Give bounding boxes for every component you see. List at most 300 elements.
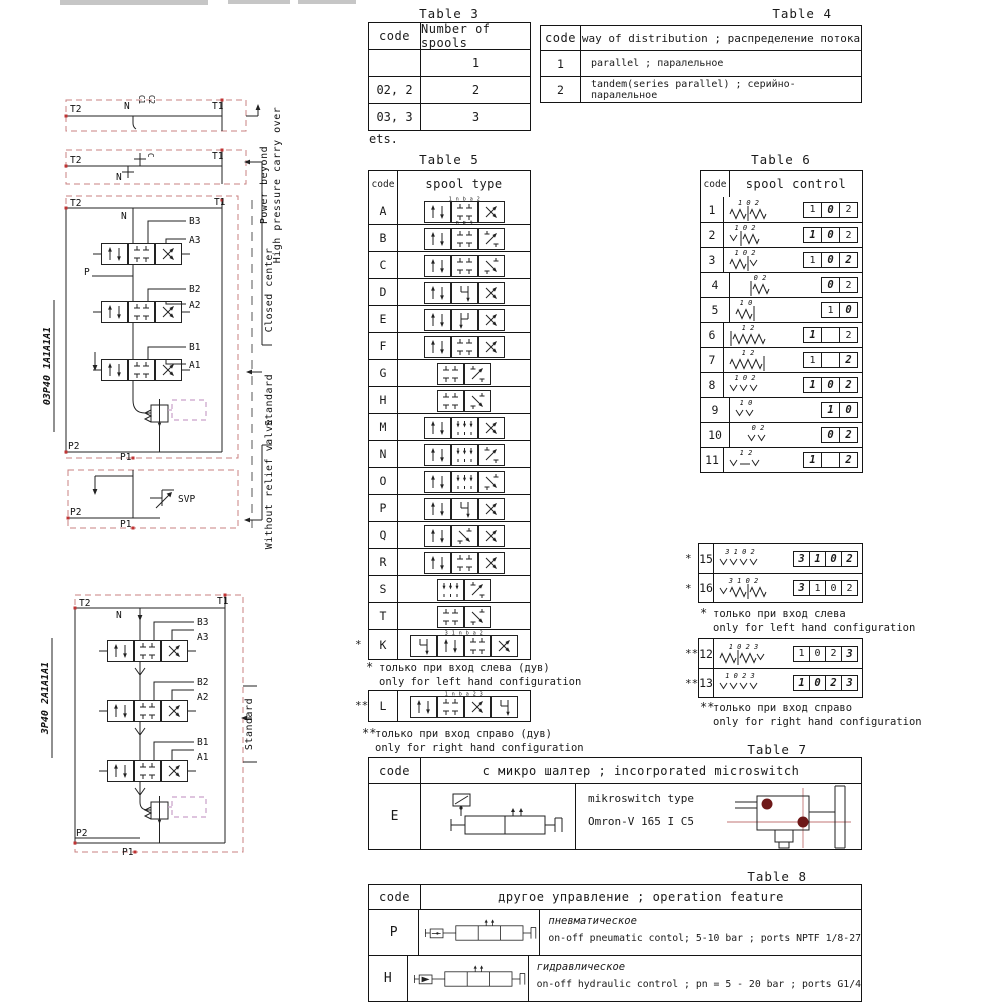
control-symbol [726,347,804,373]
control-symbol [716,546,794,572]
position-box: 1 [803,352,822,368]
table8-title: Table 8 [747,869,807,884]
table8-row-p [369,909,861,955]
position-box: 3 [841,675,858,691]
d3-p-label: P [84,267,90,278]
note-ru: только при вход справо [713,702,853,714]
d3-p1-label: P1 [120,452,132,463]
control-symbol [726,247,804,273]
cell-code: M [369,414,398,440]
control-symbol [732,272,810,298]
table8 [368,884,862,1002]
cell-symbol [398,387,530,413]
cell-control [730,423,862,447]
position-box: 1 [809,551,826,567]
control-symbol [716,641,794,667]
d5-p1-label: P1 [122,847,134,858]
table5 [355,170,531,660]
position-box: 1 [793,675,810,691]
valve-symbols [93,244,209,844]
spool-control-row-9 [701,397,862,422]
diagram2-pipes [66,150,272,345]
cell-code: 13 [699,669,714,697]
microswitch-model: Omron-V 165 I C5 [588,815,694,828]
d1-n-label: N [124,101,130,112]
d5-b2-label: B2 [197,677,209,688]
operation-ru: пневматическое [548,915,637,927]
svg-text:1 2: 1 2 [739,449,753,457]
diagram1-pipes [66,100,260,131]
cell-control [714,544,862,573]
microswitch-valve-icon [423,788,573,846]
spool-type-row-L [355,691,530,721]
position-boxes [794,551,858,567]
position-box: 0 [821,202,840,218]
d4-svp-label: SVP [178,494,196,505]
table7-header-row [369,758,861,783]
note-mark: ** [700,700,715,714]
cell-code: R [369,549,398,575]
spool-type-row-D [369,278,530,305]
position-boxes [822,402,858,418]
position-box [821,452,840,468]
position-box: 2 [839,352,858,368]
position-box: 1 [803,202,822,218]
table6 [700,170,863,473]
position-box: 0 [821,227,840,243]
spool-type-row-A [369,197,530,224]
table-row [369,76,530,103]
cell-control [714,669,862,697]
position-box: 3 [841,646,858,662]
cell-code: C [369,252,398,278]
cell-code: L [369,691,398,721]
d3-a1-label: A1 [189,360,201,371]
diagram4-pipes [68,470,174,518]
table5-body [355,196,530,659]
cell-code: E [369,784,421,849]
svg-text:1 n b a 2 3: 1 n b a 2 3 [444,691,484,698]
table6-title: Table 6 [751,152,811,167]
cell-code: H [369,387,398,413]
cell-symbol [398,279,530,305]
position-boxes [794,580,858,596]
position-box: 3 [793,580,810,596]
d5-b3-label: B3 [197,617,209,628]
position-box: 2 [825,675,842,691]
cell-code: E [369,306,398,332]
position-box: 0 [825,551,842,567]
position-boxes [804,452,858,468]
table8-row-h [369,955,861,1001]
operation-ru: гидравлическое [536,961,626,973]
d3-a3-label: A3 [189,235,201,246]
position-boxes [794,646,858,662]
cell-code: F [369,333,398,359]
svg-text:n p t: n p t [455,219,473,226]
position-box: 2 [839,202,858,218]
spool-type-row-N [369,440,530,467]
cell-code: K [369,630,398,659]
cell-code: N [369,441,398,467]
spool-control-row-16 [685,573,862,602]
spool-symbol [410,692,518,720]
cell-control [714,639,862,668]
cell-symbol [398,306,530,332]
model-label-3p40 [40,638,52,758]
operation-en: on-off hydraulic control ; pn = 5 - 20 bar ; ports G1/4 [536,979,861,990]
footnote-mark: * [355,638,362,651]
cell-code: 2 [701,223,724,247]
d3-n-label: N [121,211,127,222]
spool-type-row-M [369,413,530,440]
control-symbol [726,372,804,398]
d2-t2-label: T2 [70,155,82,166]
table7-row-e [369,783,861,849]
table7-header-code: code [369,758,421,783]
cell-control [724,373,862,397]
cell-code: H [369,956,408,1001]
spool-symbol [424,521,505,549]
position-box: 2 [839,327,858,343]
spool-control-row-13 [685,668,862,697]
spool-control-row-11 [701,447,862,472]
spool-symbol [424,548,505,576]
spool-symbol [424,467,505,495]
cell-control [724,197,862,222]
cell-code: B [369,225,398,251]
caption-standard: Standard [264,373,275,427]
position-box: 2 [839,427,858,443]
cell-control [724,348,862,372]
table3 [368,22,531,131]
cell-symbol [398,522,530,548]
spool-control-row-1 [701,197,862,222]
table6-extra-left [685,543,863,603]
cell-control [724,448,862,472]
cell-code: 16 [699,574,714,602]
pneumatic-info-cell [540,910,861,955]
cell-code: D [369,279,398,305]
position-box: 0 [809,646,826,662]
cell-control [730,298,862,322]
cell-code: A [369,197,398,224]
svg-text:0 2: 0 2 [751,424,765,432]
d1-t1-label: T1 [212,101,224,112]
cell-code: T [369,603,398,629]
svg-text:1 0 2 3: 1 0 2 3 [728,642,759,651]
table8-header-row [369,885,861,909]
position-box: 2 [841,580,858,596]
position-box: 3 [793,551,810,567]
position-box: 0 [821,252,840,268]
spool-type-row-O [369,467,530,494]
hydraulic-schematics [0,0,340,1000]
table4-header-code: code [541,26,581,50]
table8-header-label: другое управление ; operation feature [498,890,784,904]
cell-symbol [398,691,530,721]
cell-code: 3 [701,248,724,272]
spool-type-row-H [369,386,530,413]
spool-symbol [424,413,505,441]
d5-t2-label: T2 [79,598,91,609]
note-ru: только при вход слева (дув) [379,662,550,674]
cell-symbol [398,468,530,494]
d5-t1-label: T1 [217,596,229,607]
spool-type-row-C [369,251,530,278]
table4-header-way: way of distribution ; распределение потока [581,31,861,45]
svg-text:0 2: 0 2 [753,274,767,282]
cell-symbol [398,225,530,251]
spool-control-row-12 [685,639,862,668]
svg-text:3 1 0 2: 3 1 0 2 [725,547,755,556]
control-symbol [732,297,810,323]
position-boxes [822,277,858,293]
cell-code: 7 [701,348,724,372]
cell-code: 5 [701,298,730,322]
footnote-mark: ** [355,699,369,712]
table3-header-spools: Number of spools [421,22,491,50]
table5-header-type: spool type [425,177,503,191]
d3-p2-label: P2 [68,441,80,452]
cell-control [714,574,862,602]
table3-header-code: code [369,23,421,49]
table-row [541,50,861,76]
position-box: 1 [803,327,822,343]
spool-symbol [424,197,505,225]
spool-symbol [424,251,505,279]
position-boxes [804,202,858,218]
caption-standard2: Standard [244,697,255,751]
cell-code: 11 [701,448,724,472]
table5-header-code: code [369,171,398,197]
cell-symbol [398,495,530,521]
footnote-mark: ** [685,647,699,660]
table3-title: Table 3 [419,6,479,21]
note-ru: только при вход слева [713,608,846,620]
note-en: only for left hand configuration [713,622,916,634]
position-box: 2 [839,452,858,468]
svg-text:1 0: 1 0 [739,399,753,407]
table6-body [701,197,862,472]
d4-p2-label: P2 [70,507,82,518]
table8-header-code: code [369,885,421,909]
spool-symbol [424,440,505,468]
svg-text:1 2: 1 2 [741,324,755,332]
cell-code: P [369,495,398,521]
position-boxes [804,327,858,343]
d4-p1-label: P1 [120,519,132,530]
spool-symbol [437,575,491,603]
d2-c-label: C [146,153,155,158]
svg-text:1 n b a 2: 1 n b a 2 [448,196,480,203]
table5-note-left [366,660,581,689]
cell-symbol [398,576,530,602]
table-row [369,49,530,76]
position-box: 1 [793,646,810,662]
without-relief-box [68,470,238,528]
cell-value: 3 [471,110,480,124]
spool-symbol [410,631,518,659]
hydraulic-valve-cell [408,956,529,1001]
cell-symbol [398,414,530,440]
caption-high-pressure: High pressure carry over [272,106,283,264]
d1-c2-label: C2 [147,95,156,105]
table5-header-row [369,171,530,197]
cell-code: S [369,576,398,602]
cell-value: parallel ; паралельное [591,58,724,69]
cell-code: 2 [541,77,581,102]
cell-code: 03, 3 [369,104,421,130]
note-mark: ** [362,726,377,740]
table-row [541,76,861,102]
note-mark: * [700,606,708,620]
position-box: 1 [821,402,840,418]
spool-control-row-6 [701,322,862,347]
d3-t1-label: T1 [214,197,226,208]
note-ru: только при вход справо (дув) [375,728,553,740]
table6-extra1-body [685,544,862,602]
position-box [821,327,840,343]
cell-code: 9 [701,398,730,422]
spool-type-row-P [369,494,530,521]
position-box: 2 [839,277,858,293]
note-en: only for right hand configuration [713,716,922,728]
d5-n-label: N [116,610,122,621]
standard-circuit-box [66,196,238,458]
spool-type-row-T [369,602,530,629]
d5-b1-label: B1 [197,737,209,748]
svg-text:1 0 2 3: 1 0 2 3 [725,672,755,680]
d1-t2-label: T2 [70,104,82,115]
spool-symbol [424,305,505,333]
control-symbol [726,322,804,348]
pneumatic-valve-cell [419,910,540,955]
cell-value: 2 [471,83,480,97]
footnote-mark: * [685,582,692,595]
svg-text:3 1 0 2: 3 1 0 2 [728,577,759,585]
position-box: 1 [803,252,822,268]
position-box: 0 [809,675,826,691]
table6-header-control: spool control [745,177,847,191]
svg-text:1 2: 1 2 [741,349,755,357]
position-box: 2 [839,252,858,268]
microswitch-drawing [723,782,855,852]
cell-code: G [369,360,398,386]
cell-control [724,248,862,272]
spool-symbol [437,359,491,387]
cell-symbol [398,441,530,467]
cell-code: 15 [699,544,714,573]
footnote-mark: * [685,552,692,565]
d5-a1-label: A1 [197,752,209,763]
position-box: 1 [821,302,840,318]
pneumatic-valve-icon [419,915,539,951]
spool-type-row-B [369,224,530,251]
table6-header-row [701,171,862,197]
spool-control-row-10 [701,422,862,447]
position-box: 0 [825,580,842,596]
control-symbol [726,197,804,223]
table4-title: Table 4 [772,6,832,21]
position-boxes [804,377,858,393]
spool-type-row-R [369,548,530,575]
d3-b1-label: B1 [189,342,201,353]
spool-symbol [437,602,491,630]
svg-text:03P40 1A1A1A1: 03P40 1A1A1A1 [42,326,53,406]
position-box [821,352,840,368]
table5-extra [355,690,531,722]
svg-text:1 0: 1 0 [739,299,753,307]
position-box: 0 [839,402,858,418]
cell-code: Q [369,522,398,548]
spool-type-row-S [369,575,530,602]
d1-c1-label: C1 [137,95,146,105]
position-boxes [804,227,858,243]
model-label-03p40 [42,300,54,432]
d5-p2-label: P2 [76,828,88,839]
footnote-mark: ** [685,677,699,690]
cell-code: P [369,910,419,955]
spool-symbol [424,332,505,360]
cell-code: O [369,468,398,494]
cell-code: 8 [701,373,724,397]
note-en: only for right hand configuration [375,742,584,754]
cell-code [369,50,421,76]
spool-type-row-Q [369,521,530,548]
cell-control [724,323,862,347]
svg-text:1 0 2: 1 0 2 [737,198,760,207]
note-mark: * [366,660,374,674]
d3-b2-label: B2 [189,284,201,295]
spool-type-row-G [369,359,530,386]
table3-header-row [369,23,530,49]
table7-header-label: с микро шалтер ; incorporated microswitch [482,763,800,778]
svg-text:1 0 2: 1 0 2 [734,249,756,257]
cell-code: 6 [701,323,724,347]
table6-note-left [700,606,915,635]
position-box: 0 [821,377,840,393]
hydraulic-info-cell [529,956,861,1001]
microswitch-info-cell [576,784,861,849]
table7 [368,757,862,850]
table6-extra2-body [685,639,862,697]
position-box: 1 [803,452,822,468]
position-boxes [822,427,858,443]
spool-control-row-8 [701,372,862,397]
cell-symbol [398,360,530,386]
spool-control-row-3 [701,247,862,272]
d5-a3-label: A3 [197,632,209,643]
cell-symbol [398,603,530,629]
position-box: 2 [841,551,858,567]
svg-text:1 0 2: 1 0 2 [734,374,756,382]
cell-symbol [398,333,530,359]
microswitch-type-label: mikroswitch type [588,792,694,805]
position-box: 1 [803,227,822,243]
spool-symbol [424,494,505,522]
position-box: 2 [839,377,858,393]
spool-type-row-F [369,332,530,359]
control-symbol [732,397,810,423]
spool-control-row-5 [701,297,862,322]
cell-code: 4 [701,273,730,297]
position-boxes [822,302,858,318]
table3-footnote: ets. [369,132,398,146]
spool-symbol [424,278,505,306]
position-box: 0 [821,427,840,443]
note-en: only for left hand configuration [379,676,582,688]
